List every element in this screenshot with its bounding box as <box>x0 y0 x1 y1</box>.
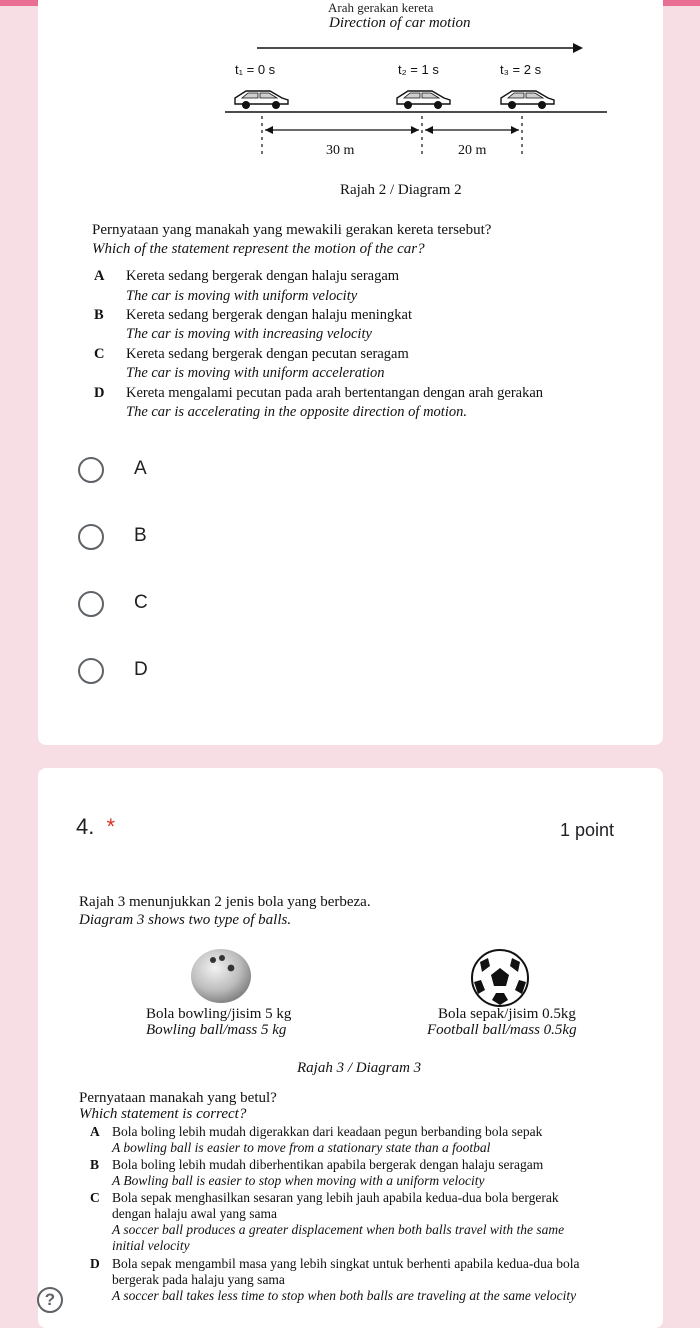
distance-1: 30 m <box>326 143 355 158</box>
option-text-ms: Kereta sedang bergerak dengan pecutan seragam <box>126 346 409 362</box>
option-text-ms: Bola boling lebih mudah digerakkan dari keadaan pegun berbanding bola sepak <box>112 1124 543 1139</box>
t2-label: t₂ = 1 s <box>398 62 439 77</box>
option-text-en: A Bowling ball is easier to stop when moving with a uniform velocity <box>112 1173 485 1188</box>
car-icon <box>498 86 556 110</box>
direction-arrow <box>255 38 585 58</box>
option-text-en: A soccer ball produces a greater displacement when both balls travel with the same <box>112 1222 565 1237</box>
question-3-prompt-en: Which of the statement represent the motion of the car? <box>92 241 425 257</box>
option-letter: B <box>94 307 104 323</box>
option-text-ms-cont: bergerak pada halaju yang sama <box>112 1272 285 1287</box>
required-asterisk: * <box>106 814 116 839</box>
option-text-ms-cont: dengan halaju awal yang sama <box>112 1206 277 1221</box>
radio-label[interactable]: A <box>134 458 147 479</box>
option-text-ms: Bola sepak mengambil masa yang lebih singkat untuk berhenti apabila kedua-dua bola <box>112 1256 580 1271</box>
t1-label: t₁ = 0 s <box>235 62 276 77</box>
radio-button[interactable] <box>78 524 104 550</box>
option-text-ms: Bola boling lebih mudah diberhentikan apabila bergerak dengan halaju seragam <box>112 1157 544 1172</box>
option-text-en: The car is moving with uniform velocity <box>126 288 358 304</box>
bowling-ball-label-ms: Bola bowling/jisim 5 kg <box>146 1006 292 1022</box>
distance-markers <box>225 108 610 160</box>
question-mark-icon[interactable]: ? <box>37 1287 63 1313</box>
question-number <box>76 814 115 840</box>
option-text-en: The car is accelerating in the opposite direction of motion. <box>126 404 467 420</box>
distance-2: 20 m <box>458 143 487 158</box>
football-label-en: Football ball/mass 0.5kg <box>427 1022 577 1038</box>
option-letter: C <box>94 346 105 362</box>
diagram-top-title: Arah gerakan kereta <box>328 0 434 15</box>
radio-label[interactable]: D <box>134 659 148 680</box>
question-4-prompt-en: Which statement is correct? <box>79 1106 247 1122</box>
radio-button[interactable] <box>78 658 104 684</box>
option-text-ms: Kereta mengalami pecutan pada arah bertentangan dengan arah gerakan <box>126 385 544 401</box>
option-text-ms: Kereta sedang bergerak dengan halaju meningkat <box>126 307 412 323</box>
football-icon <box>470 948 530 1008</box>
bowling-ball-icon <box>189 948 253 1004</box>
diagram-3-caption: Rajah 3 / Diagram 3 <box>297 1060 422 1076</box>
option-text-en: A bowling ball is easier to move from a stationary state than a footbal <box>112 1140 491 1155</box>
question-number-text: 4. <box>76 814 95 839</box>
option-text-ms: Bola sepak menghasilkan sesaran yang lebih jauh apabila kedua-dua bola bergerak <box>112 1190 559 1205</box>
radio-button[interactable] <box>78 591 104 617</box>
diagram-2-caption: Rajah 2 / Diagram 2 <box>340 182 462 198</box>
option-text-ms: Kereta sedang bergerak dengan halaju seragam <box>126 268 400 284</box>
option-letter: D <box>94 385 105 401</box>
radio-button[interactable] <box>78 457 104 483</box>
option-text-en-cont: initial velocity <box>112 1238 190 1253</box>
question-4-intro-en: Diagram 3 shows two type of balls. <box>79 912 292 928</box>
direction-label: Direction of car motion <box>329 15 471 31</box>
option-letter: A <box>90 1124 100 1139</box>
option-text-en: The car is moving with uniform acceleration <box>126 365 385 381</box>
radio-label[interactable]: C <box>134 592 148 613</box>
question-4-prompt-ms: Pernyataan manakah yang betul? <box>79 1090 277 1106</box>
car-icon <box>232 86 290 110</box>
bowling-ball-label-en: Bowling ball/mass 5 kg <box>146 1022 287 1038</box>
football-label-ms: Bola sepak/jisim 0.5kg <box>438 1006 576 1022</box>
option-letter: B <box>90 1157 100 1172</box>
radio-label[interactable]: B <box>134 525 147 546</box>
option-text-en: A soccer ball takes less time to stop when both balls are traveling at the same velocity <box>112 1288 577 1303</box>
question-3-prompt-ms: Pernyataan yang manakah yang mewakili gerakan kereta tersebut? <box>92 222 492 238</box>
question-4-intro-ms: Rajah 3 menunjukkan 2 jenis bola yang berbeza. <box>79 894 371 910</box>
points-label: 1 point <box>560 820 615 840</box>
t3-label: t₃ = 2 s <box>500 62 542 77</box>
option-letter: C <box>90 1190 100 1205</box>
option-letter: D <box>90 1256 100 1271</box>
option-letter: A <box>94 268 105 284</box>
option-text-en: The car is moving with increasing velocity <box>126 326 372 342</box>
car-icon <box>394 86 452 110</box>
